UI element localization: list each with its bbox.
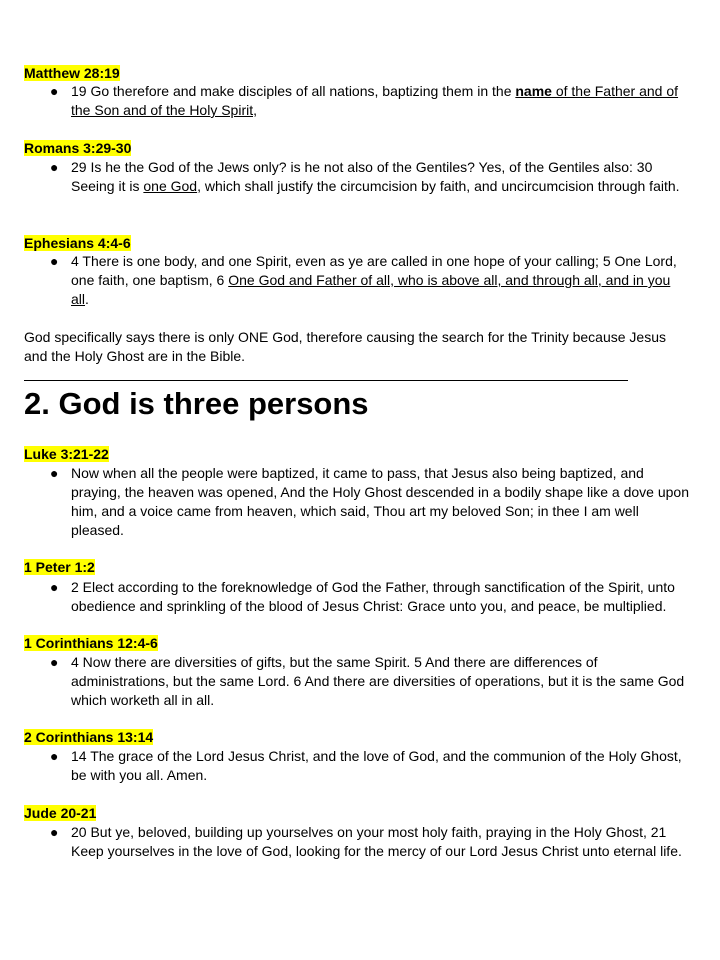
verse-text-1-corinthians: 4 Now there are diversities of gifts, but the same Spirit. 5 And there are differences of administrations, but the same Lord. 6 And there are diversities of operations, but it is the same God which worketh all in all. (71, 654, 685, 708)
verse-text-part: . (85, 291, 89, 307)
horizontal-divider (24, 380, 628, 381)
reference-highlight: 2 Corinthians 13:14 (24, 729, 154, 745)
reference-highlight: Luke 3:21-22 (24, 446, 109, 462)
verse-text-jude: 20 But ye, beloved, building up yourselves on your most holy faith, praying in the Holy Ghost, 21 Keep yourselves in the love of God, looking for the mercy of our Lord Jesus Christ unto eternal life. (71, 824, 682, 859)
bullet-icon: ● (50, 253, 59, 269)
verse-text-romans (71, 158, 691, 196)
reference-highlight: 1 Peter 1:2 (24, 559, 95, 575)
verse-text-luke: Now when all the people were baptized, it came to pass, that Jesus also being baptized, and praying, the heaven was opened, And the Holy Ghost descended in a bodily shape like a dove upon him, and a voice came from heaven, which said, Thou art my beloved Son; in thee I am well pleased. (71, 465, 689, 538)
verse-reference-2-corinthians (24, 728, 153, 746)
verse-text-part: , which shall justify the circumcision by faith, and uncircumcision through faith. (197, 178, 680, 194)
bullet-icon: ● (50, 579, 59, 595)
verse-reference-jude (24, 804, 96, 822)
summary-paragraph: God specifically says there is only ONE God, therefore causing the search for the Trinity because Jesus and the Holy Ghost are in the Bible. (24, 329, 666, 364)
verse-text-part: 19 Go therefore and make disciples of all nations, baptizing them in the (71, 83, 516, 99)
verse-text-matthew (71, 82, 691, 120)
verse-text-underlined: one God (143, 178, 198, 194)
reference-highlight: Ephesians 4:4-6 (24, 235, 131, 251)
bullet-icon: ● (50, 83, 59, 99)
bullet-icon: ● (50, 465, 59, 481)
bullet-icon: ● (50, 748, 59, 764)
verse-reference-luke (24, 445, 109, 463)
verse-text-part: 4 There is one body, and one Spirit, even as ye are called in one hope of your calling; 5 One Lord, one faith, one baptism, 6 (71, 253, 677, 288)
verse-text-peter: 2 Elect according to the foreknowledge of God the Father, through sanctification of the Spirit, unto obedience and sprinkling of the blood of Jesus Christ: Grace unto you, and peace, be multiplied. (71, 579, 675, 614)
verse-reference-1-corinthians (24, 634, 158, 652)
verse-text-2-corinthians: 14 The grace of the Lord Jesus Christ, and the love of God, and the communion of the Holy Ghost, be with you all. Amen. (71, 748, 682, 783)
verse-text-part: of the Father and of the Son and of the Holy Spirit, (71, 83, 679, 118)
emphasized-word: name (515, 83, 552, 99)
verse-reference-matthew (24, 64, 120, 82)
bullet-icon: ● (50, 159, 59, 175)
section-heading: 2. God is three persons (24, 386, 369, 421)
verse-reference-ephesians (24, 234, 131, 252)
verse-reference-peter (24, 558, 95, 576)
verse-text-part: 29 Is he the God of the Jews only? is he not also of the Gentiles? Yes, of the Gentiles also: 30 Seeing it is (71, 159, 653, 194)
verse-text-ephesians (71, 252, 691, 309)
reference-highlight: Matthew 28:19 (24, 65, 120, 81)
reference-highlight: Romans 3:29-30 (24, 140, 132, 156)
bullet-icon: ● (50, 824, 59, 840)
reference-highlight: Jude 20-21 (24, 805, 97, 821)
reference-highlight: 1 Corinthians 12:4-6 (24, 635, 158, 651)
bullet-icon: ● (50, 654, 59, 670)
verse-reference-romans (24, 139, 131, 157)
verse-text-underlined: One God and Father of all, who is above all, and through all, and in you all (71, 272, 671, 307)
